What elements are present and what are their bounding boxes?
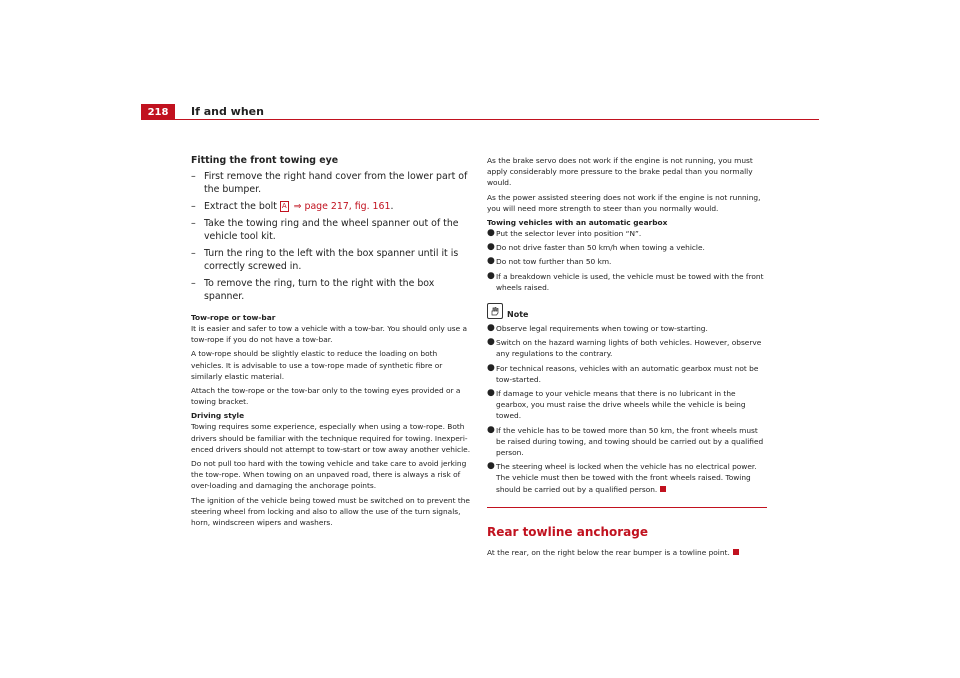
driving-para: Towing requires some experience, especially when using a tow-rope. Both drivers should be familiar with the technique required for towing. Inexperi-enced drivers should not attempt to tow-start or tow away another vehicle.: [191, 422, 471, 454]
end-square-icon: [733, 549, 739, 555]
end-square-icon: [660, 486, 666, 492]
step-dash: –: [191, 218, 196, 229]
bullet-dot-icon: ●: [487, 362, 495, 373]
list-item-text: Do not tow further than 50 km.: [496, 257, 612, 267]
figure-label-a-icon: A: [281, 202, 287, 210]
step-5: [191, 277, 471, 303]
list-item: [487, 228, 769, 239]
note-item: [487, 461, 769, 495]
bullet-dot-icon: ●: [487, 323, 495, 334]
note-label: Note: [507, 310, 529, 320]
bullet-dot-icon: ●: [487, 270, 495, 281]
rear-towline-para: [487, 547, 769, 558]
step-text: Turn the ring to the left with the box spanner until it is correctly screwed in.: [204, 248, 459, 272]
bullet-dot-icon: ●: [487, 242, 495, 253]
step-dash: –: [191, 171, 196, 182]
step-text: To remove the ring, turn to the right with the box spanner.: [204, 278, 435, 302]
note-item: [487, 323, 769, 334]
step-4: [191, 247, 471, 273]
step-text: Take the towing ring and the wheel spanner out of the vehicle tool kit.: [204, 218, 459, 242]
driving-para: Do not pull too hard with the towing vehicle and take care to avoid jerking the tow-rope. When towing on an unpaved road, there is always a risk of over-loading and damaging the anchorage points.: [191, 459, 467, 491]
note-item: [487, 425, 769, 459]
rear-towline-heading: Rear towline anchorage: [487, 524, 649, 539]
page-reference-link[interactable]: ⇒ page 217, fig. 161: [293, 201, 391, 212]
bullet-dot-icon: ●: [487, 388, 495, 399]
rear-towline-text: At the rear, on the right below the rear bumper is a towline point.: [487, 547, 730, 557]
list-item: [487, 271, 769, 293]
note-item-text: Observe legal requirements when towing or tow-starting.: [496, 324, 708, 334]
step-dash: –: [191, 248, 196, 259]
list-item-text: Put the selector lever into position “N”.: [496, 229, 642, 239]
list-item-text: If a breakdown vehicle is used, the vehicle must be towed with the front wheels raised.: [496, 271, 764, 292]
right-column: [487, 155, 769, 561]
step-text: First remove the right hand cover from the lower part of the bumper.: [204, 171, 468, 195]
note-item-text: If damage to your vehicle means that there is no lubricant in the gearbox, you must raise the drive wheels while the vehicle is being towed.: [496, 389, 746, 421]
bullet-dot-icon: ●: [487, 424, 495, 435]
brake-para: As the brake servo does not work if the engine is not running, you must apply considerably more pressure to the brake pedal than you normally would.: [487, 156, 753, 188]
towrope-para: A tow-rope should be slightly elastic to reduce the loading on both vehicles. It is advisable to use a tow-rope made of synthetic fibre or similarly elastic material.: [191, 349, 443, 381]
step-dash: –: [191, 201, 196, 212]
header-divider: [175, 119, 819, 120]
header-title: If and when: [191, 105, 264, 118]
note-item: [487, 337, 769, 359]
note-hand-icon: [487, 303, 503, 319]
note-item-text: For technical reasons, vehicles with an automatic gearbox must not be tow-started.: [496, 363, 759, 384]
list-item-text: Do not drive faster than 50 km/h when towing a vehicle.: [496, 243, 705, 253]
list-item: [487, 256, 769, 267]
section-divider: [487, 507, 767, 508]
driving-para: The ignition of the vehicle being towed must be switched on to prevent the steering wheel from locking and also to allow the use of the turn signals, horn, windscreen wipers and washers.: [191, 495, 470, 528]
page-number: 218: [141, 104, 175, 120]
bullet-dot-icon: ●: [487, 461, 495, 472]
steering-para: As the power assisted steering does not work if the engine is not running, you will need more strength to steer than you normally would.: [487, 192, 761, 213]
left-column: [191, 155, 471, 531]
note-item: [487, 388, 769, 422]
step-3: [191, 217, 471, 243]
note-item-text: Switch on the hazard warning lights of both vehicles. However, observe any regulations to the contrary.: [496, 338, 762, 359]
bullet-dot-icon: ●: [487, 228, 495, 239]
note-item-text: [496, 461, 769, 495]
fitting-title: Fitting the front towing eye: [191, 155, 339, 166]
step-1: [191, 170, 471, 196]
step-pre-text: Extract the bolt: [204, 201, 277, 212]
step-post-text: .: [390, 201, 394, 212]
bullet-dot-icon: ●: [487, 337, 495, 348]
bullet-dot-icon: ●: [487, 256, 495, 267]
note-item-text: If the vehicle has to be towed more than 50 km, the front wheels must be raised during towing, and towing should be carried out by a qualified person.: [496, 425, 764, 458]
automatic-gearbox-title: Towing vehicles with an automatic gearbox: [487, 218, 668, 228]
step-2: [191, 200, 471, 213]
towrope-para: Attach the tow-rope or the tow-bar only to the towing eyes provided or a towing bracket.: [191, 386, 461, 407]
driving-title: Driving style: [191, 411, 245, 421]
towrope-para: It is easier and safer to tow a vehicle with a tow-bar. You should only use a tow-rope if you do not have a tow-bar.: [191, 324, 468, 345]
note-item-last-text: The steering wheel is locked when the vehicle has no electrical power. The vehicle must then be towed with the front wheels raised. Towing should be carried out by a qualified person.: [496, 462, 757, 494]
step-text: [204, 200, 471, 213]
step-dash: –: [191, 278, 196, 289]
note-item: [487, 363, 769, 385]
list-item: [487, 242, 769, 253]
towrope-title: Tow-rope or tow-bar: [191, 313, 276, 322]
note-header: [487, 303, 769, 319]
